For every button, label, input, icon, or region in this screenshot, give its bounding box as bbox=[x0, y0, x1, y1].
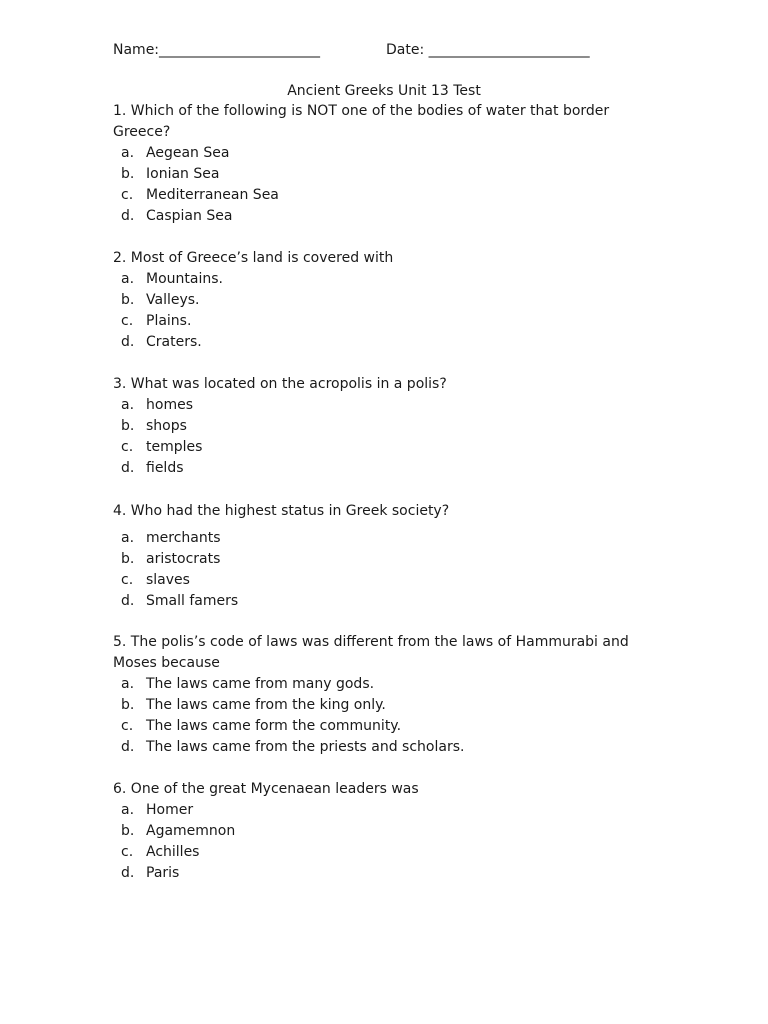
option-text: Homer bbox=[146, 802, 194, 818]
answer-option-a bbox=[113, 395, 653, 416]
page-title: Ancient Greeks Unit 13 Test bbox=[287, 83, 481, 99]
option-letter: c. bbox=[121, 313, 134, 329]
option-text: Craters. bbox=[146, 334, 202, 350]
answer-option-c bbox=[113, 716, 653, 737]
option-text: Achilles bbox=[146, 844, 200, 860]
answer-options bbox=[113, 269, 653, 353]
option-text: Valleys. bbox=[146, 292, 200, 308]
option-text: Caspian Sea bbox=[146, 208, 233, 224]
question-4 bbox=[113, 501, 653, 612]
option-letter: d. bbox=[121, 865, 135, 881]
option-text: homes bbox=[146, 397, 193, 413]
question-1 bbox=[113, 101, 653, 227]
answer-option-d bbox=[113, 458, 653, 479]
option-text: Small famers bbox=[146, 593, 239, 609]
option-letter: a. bbox=[121, 802, 135, 818]
answer-option-b bbox=[113, 821, 653, 842]
option-letter: d. bbox=[121, 208, 135, 224]
answer-options bbox=[113, 800, 653, 884]
answer-option-b bbox=[113, 549, 653, 570]
option-text: The laws came from the priests and scholars. bbox=[146, 739, 465, 755]
option-text: shops bbox=[146, 418, 187, 434]
answer-option-b bbox=[113, 695, 653, 716]
option-letter: c. bbox=[121, 844, 134, 860]
answer-option-b bbox=[113, 290, 653, 311]
answer-option-d bbox=[113, 863, 653, 884]
answer-options bbox=[113, 395, 653, 479]
answer-option-a bbox=[113, 143, 653, 164]
answer-option-d bbox=[113, 591, 653, 612]
question-2 bbox=[113, 248, 653, 353]
option-letter: b. bbox=[121, 823, 135, 839]
option-letter: a. bbox=[121, 271, 135, 287]
option-text: merchants bbox=[146, 530, 221, 546]
question-text: 2. Most of Greece’s land is covered with bbox=[113, 250, 394, 266]
option-text: fields bbox=[146, 460, 184, 476]
option-letter: a. bbox=[121, 530, 135, 546]
option-letter: d. bbox=[121, 593, 135, 609]
option-text: aristocrats bbox=[146, 551, 221, 567]
option-letter: c. bbox=[121, 718, 134, 734]
option-letter: b. bbox=[121, 551, 135, 567]
question-text: 3. What was located on the acropolis in a polis? bbox=[113, 376, 447, 392]
answer-option-c bbox=[113, 185, 653, 206]
option-text: Ionian Sea bbox=[146, 166, 220, 182]
option-letter: c. bbox=[121, 572, 134, 588]
option-text: The laws came form the community. bbox=[146, 718, 402, 734]
option-text: Agamemnon bbox=[146, 823, 236, 839]
answer-option-c bbox=[113, 842, 653, 863]
option-letter: a. bbox=[121, 397, 135, 413]
answer-option-a bbox=[113, 674, 653, 695]
option-text: Mountains. bbox=[146, 271, 223, 287]
answer-options bbox=[113, 674, 653, 758]
answer-option-c bbox=[113, 570, 653, 591]
answer-option-c bbox=[113, 311, 653, 332]
answer-option-a bbox=[113, 269, 653, 290]
date-field: Date: _______________________ bbox=[386, 42, 590, 58]
option-letter: b. bbox=[121, 292, 135, 308]
answer-option-c bbox=[113, 437, 653, 458]
question-3 bbox=[113, 374, 653, 479]
option-letter: d. bbox=[121, 334, 135, 350]
answer-option-b bbox=[113, 164, 653, 185]
answer-option-d bbox=[113, 332, 653, 353]
question-text: 5. The polis’s code of laws was different from the laws of Hammurabi and Moses because bbox=[113, 634, 629, 671]
option-letter: c. bbox=[121, 439, 134, 455]
option-letter: b. bbox=[121, 418, 135, 434]
option-letter: d. bbox=[121, 739, 135, 755]
question-text: 1. Which of the following is NOT one of the bodies of water that border Greece? bbox=[113, 103, 610, 140]
option-letter: b. bbox=[121, 166, 135, 182]
option-text: temples bbox=[146, 439, 203, 455]
option-letter: d. bbox=[121, 460, 135, 476]
option-letter: a. bbox=[121, 676, 135, 692]
option-text: Paris bbox=[146, 865, 180, 881]
name-field: Name:_______________________ bbox=[113, 42, 321, 58]
option-text: Aegean Sea bbox=[146, 145, 230, 161]
option-text: Mediterranean Sea bbox=[146, 187, 279, 203]
option-text: slaves bbox=[146, 572, 190, 588]
answer-option-d bbox=[113, 206, 653, 227]
answer-option-a bbox=[113, 528, 653, 549]
option-text: The laws came from the king only. bbox=[146, 697, 386, 713]
question-5 bbox=[113, 632, 653, 758]
option-letter: c. bbox=[121, 187, 134, 203]
option-letter: a. bbox=[121, 145, 135, 161]
option-text: Plains. bbox=[146, 313, 192, 329]
option-text: The laws came from many gods. bbox=[146, 676, 375, 692]
answer-options bbox=[113, 528, 653, 612]
answer-option-d bbox=[113, 737, 653, 758]
answer-option-b bbox=[113, 416, 653, 437]
question-6 bbox=[113, 779, 653, 884]
answer-options bbox=[113, 143, 653, 227]
answer-option-a bbox=[113, 800, 653, 821]
question-text: 6. One of the great Mycenaean leaders was bbox=[113, 781, 419, 797]
option-letter: b. bbox=[121, 697, 135, 713]
question-text: 4. Who had the highest status in Greek society? bbox=[113, 503, 450, 519]
